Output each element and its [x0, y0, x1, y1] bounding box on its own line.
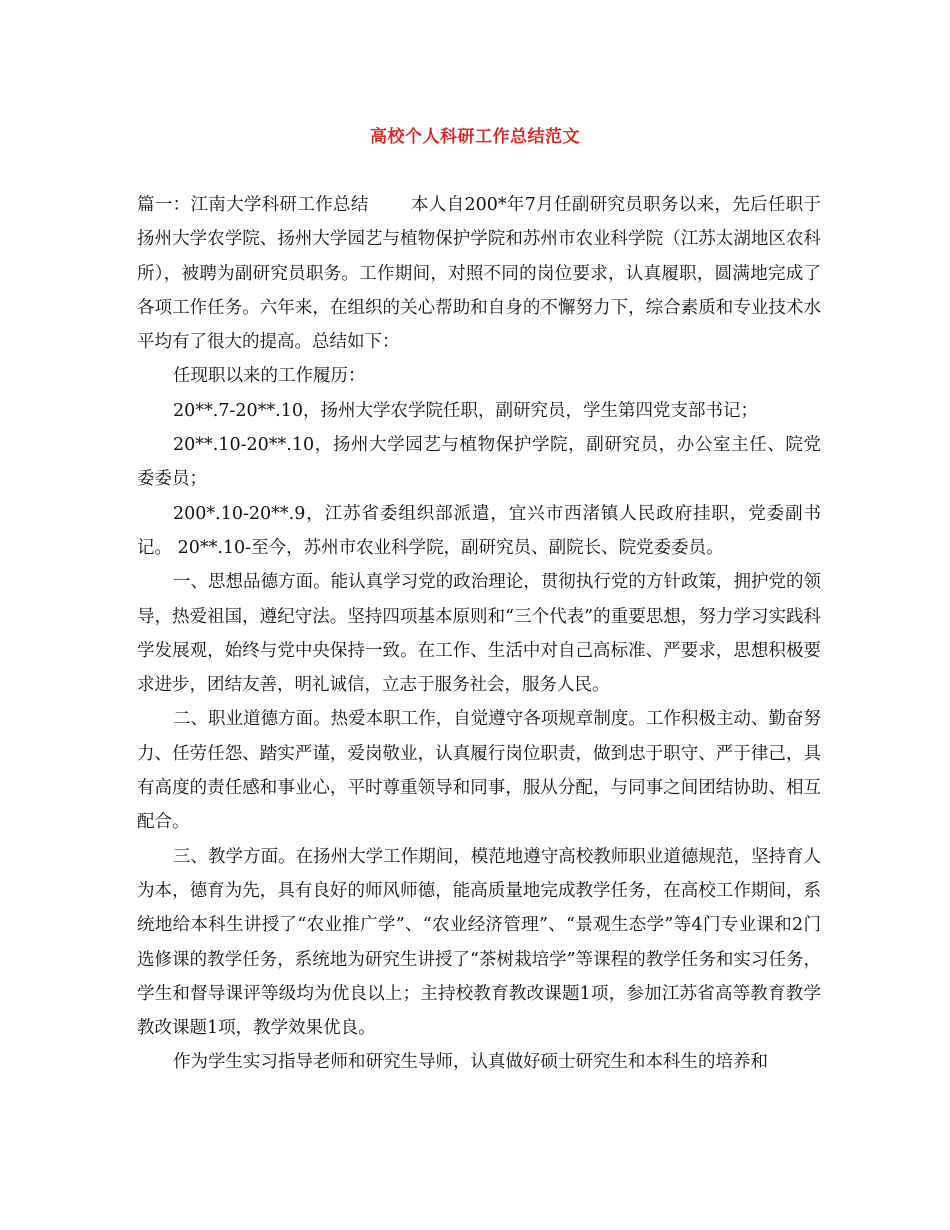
document-title: 高校个人科研工作总结范文	[370, 127, 580, 147]
paragraph: 20**.7-20**.10，扬州大学农学院任职，副研究员，学生第四党支部书记；	[173, 400, 758, 421]
paragraph-lead: 篇一：江南大学科研工作总结	[137, 195, 369, 215]
paragraph-text: 本人自200*年7月任副研究员职务以来，先后任职于扬州大学农学院、扬州大学园艺与植物保护学院和苏州市农业科学院（江苏太湖地区农科所），被聘为副研究员职务。工作期间，对照不同的岗位要求，认真履职，圆满地完成了各项工作任务。六年来，在组织的关心帮助和自身的不懈努力下，综合素质和专业技术水平均有了很大的提高。总结如下：	[137, 195, 821, 353]
document-body	[137, 188, 821, 1080]
paragraph: 200*.10-20**.9，江苏省委组织部派遣，宜兴市西渚镇人民政府挂职，党委副书记。 20**.10-至今，苏州市农业科学院，副研究员、副院长、院党委委员。	[137, 503, 821, 558]
paragraph: 作为学生实习指导老师和研究生导师，认真做好硕士研究生和本科生的培养和	[173, 1052, 768, 1073]
paragraph-intro	[137, 188, 821, 359]
paragraph: 二、职业道德方面。热爱本职工作，自觉遵守各项规章制度。工作积极主动、勤奋努力、任劳任怨、踏实严谨，爱岗敬业，认真履行岗位职责，做到忠于职守、严于律己，具有高度的责任感和事业心，平时尊重领导和同事，服从分配，与同事之间团结协助、相互配合。	[137, 709, 821, 833]
paragraph: 20**.10-20**.10，扬州大学园艺与植物保护学院，副研究员，办公室主任、院党委委员；	[137, 435, 821, 490]
paragraph: 三、教学方面。在扬州大学工作期间，模范地遵守高校教师职业道德规范，坚持育人为本，德育为先，具有良好的师风师德，能高质量地完成教学任务，在高校工作期间，系统地给本科生讲授了“农业推广学”、“农业经济管理”、“景观生态学”等4门专业课和2门选修课的教学任务，系统地为研究生讲授了“茶树栽培学”等课程的教学任务和实习任务，学生和督导课评等级均为优良以上；主持校教育教改课题1项，参加江苏省高等教育教学教改课题1项，教学效果优良。	[137, 846, 821, 1039]
paragraph: 一、思想品德方面。能认真学习党的政治理论，贯彻执行党的方针政策，拥护党的领导，热爱祖国，遵纪守法。坚持四项基本原则和“三个代表”的重要思想，努力学习实践科学发展观，始终与党中央保持一致。在工作、生活中对自己高标准、严要求，思想积极要求进步，团结友善，明礼诚信，立志于服务社会，服务人民。	[137, 572, 821, 696]
paragraph: 任现职以来的工作履历：	[173, 366, 366, 387]
